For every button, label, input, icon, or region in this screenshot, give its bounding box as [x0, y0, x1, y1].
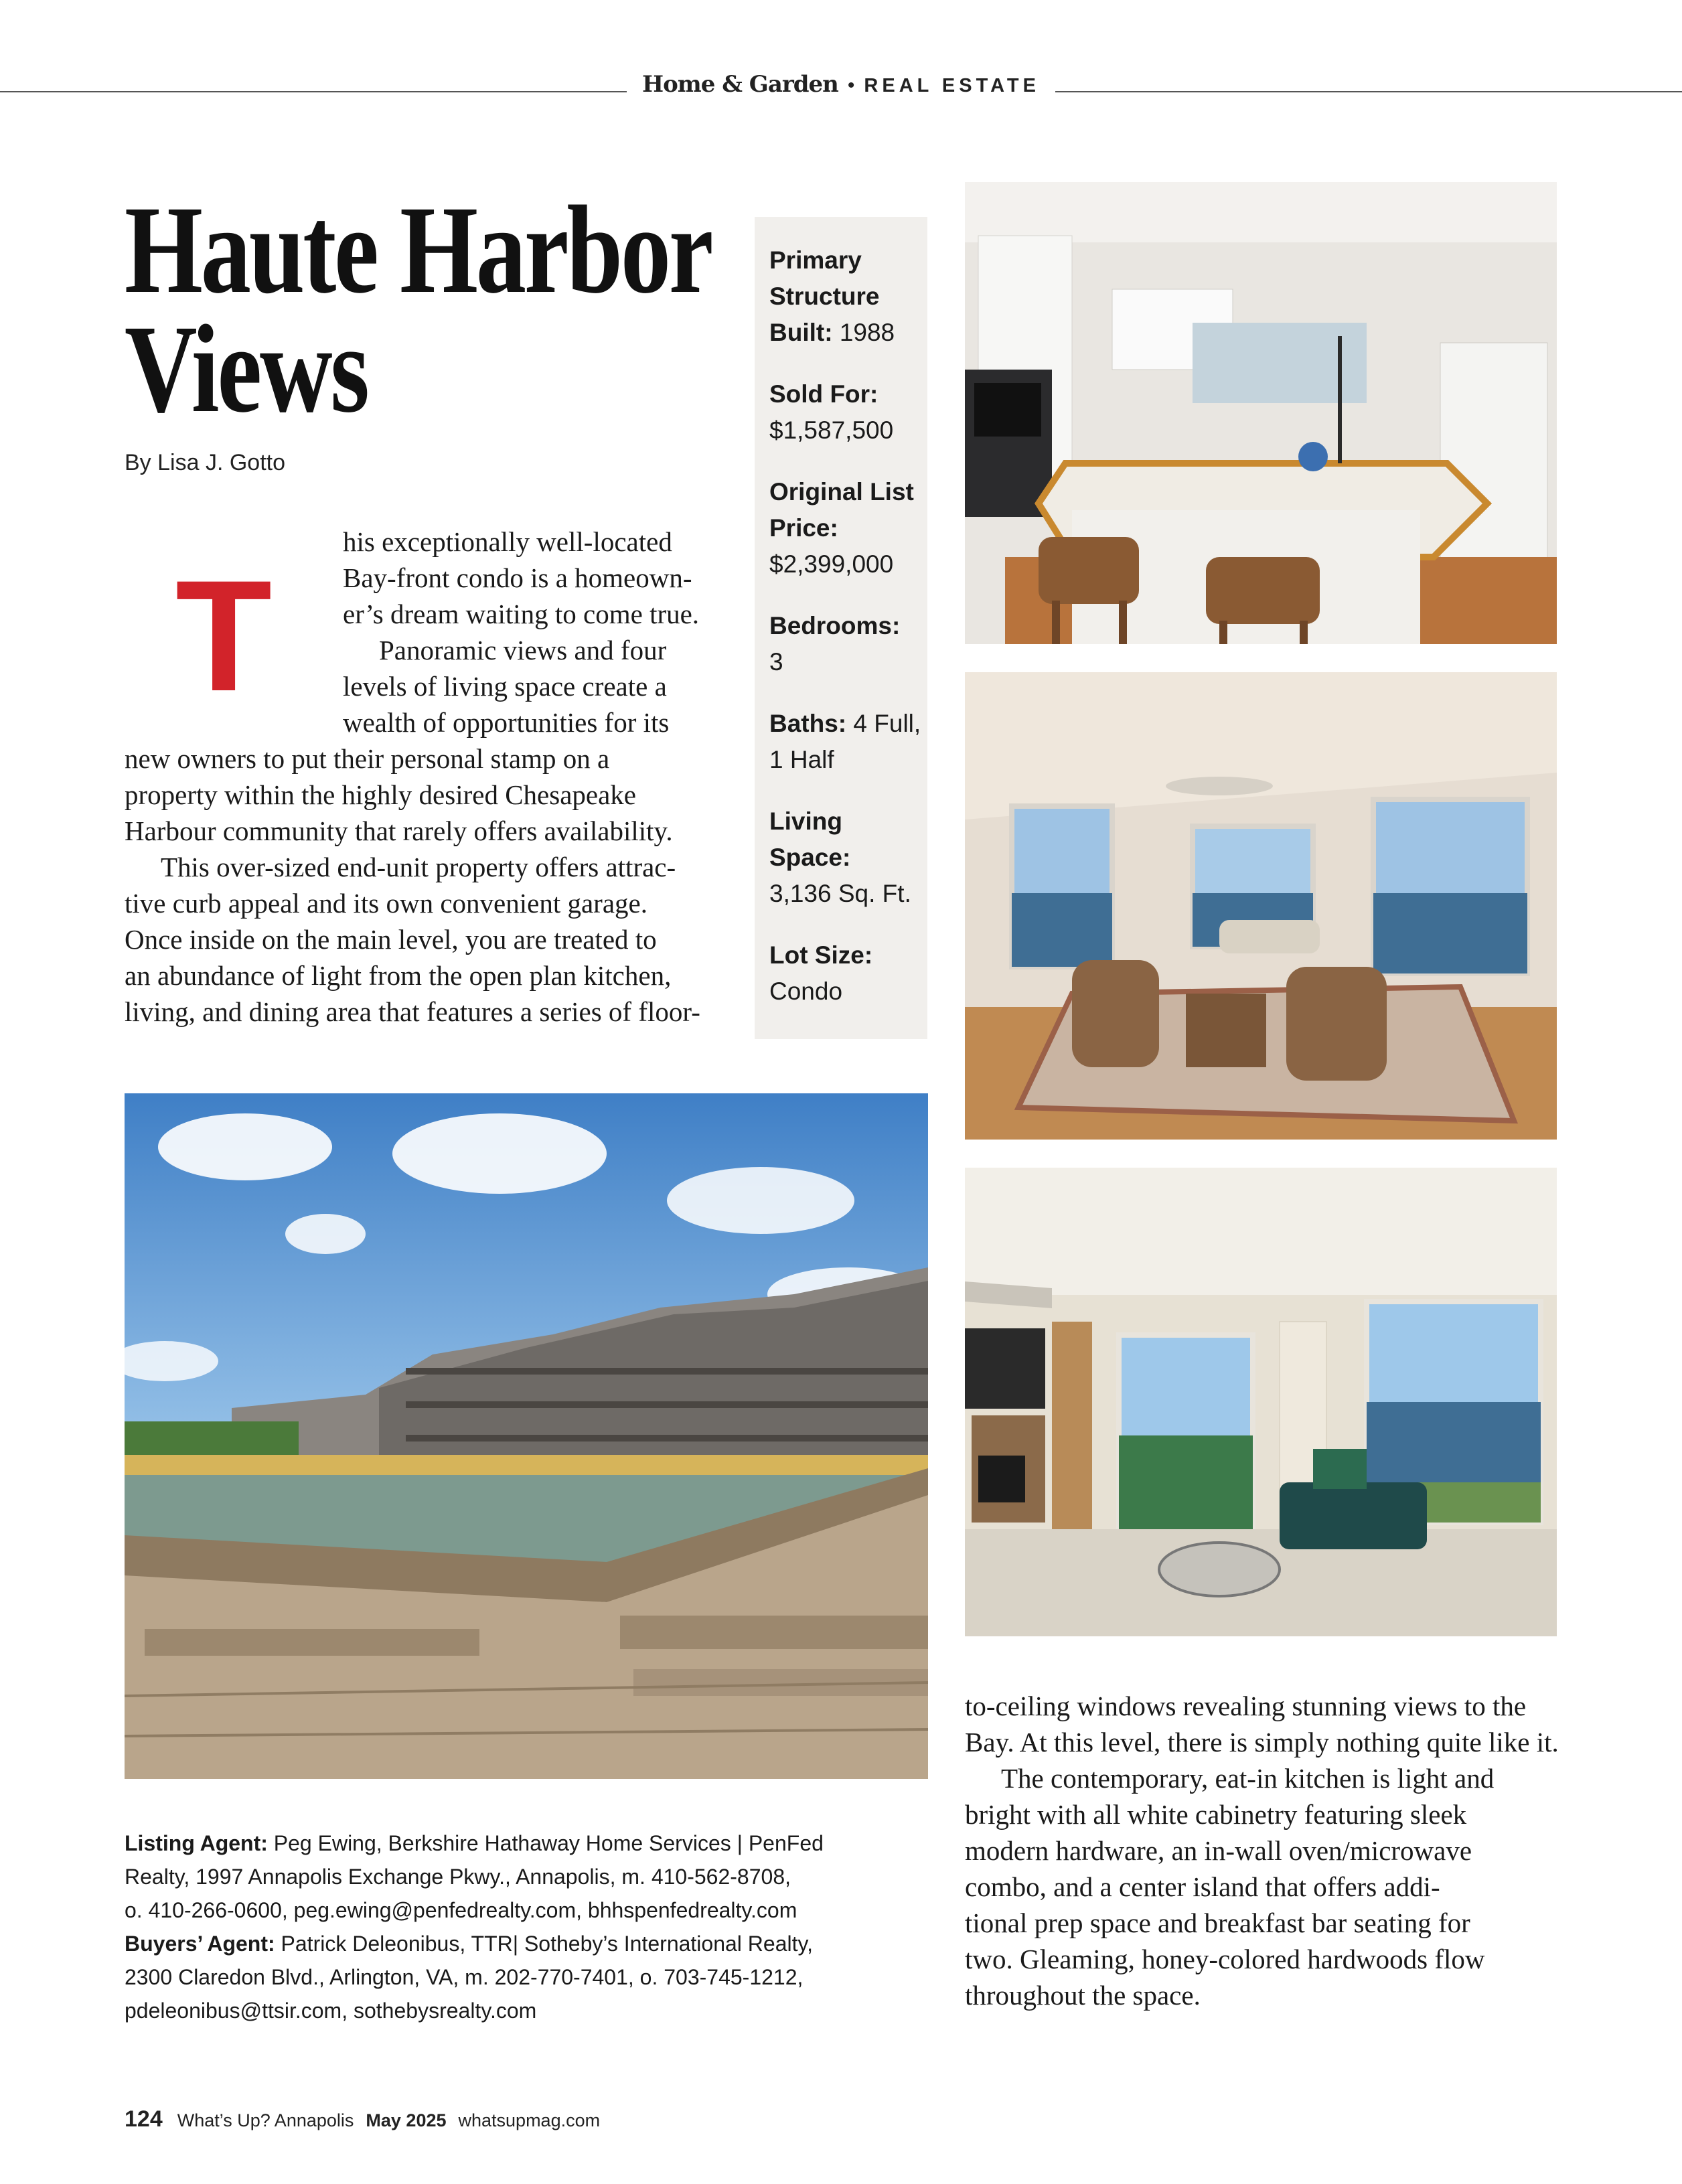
- body-line: wealth of opportunities for its: [343, 707, 670, 738]
- fact-label: Living Space:: [769, 807, 851, 871]
- living-room-photo: [965, 672, 1557, 1140]
- body-line: tive curb appeal and its own convenient garage.: [125, 888, 647, 919]
- byline: By Lisa J. Gotto: [125, 450, 285, 475]
- fact-value: $1,587,500: [769, 416, 894, 444]
- fact-built: [769, 242, 927, 351]
- fact-label: Baths:: [769, 710, 847, 737]
- body-line: throughout the space.: [965, 1980, 1201, 2011]
- listing-agent-text: Peg Ewing, Berkshire Hathaway Home Services | PenFed: [273, 1831, 824, 1855]
- family-room-photo: [965, 1168, 1557, 1636]
- body-line: er’s dream waiting to come true.: [343, 599, 700, 629]
- fact-value: 3,136 Sq. Ft.: [769, 880, 911, 907]
- fact-sold-for: [769, 376, 927, 449]
- body-column-2: [965, 1688, 1561, 2013]
- body-line: living, and dining area that features a series of floor-: [125, 996, 700, 1027]
- body-line: property within the highly desired Chesapeake: [125, 779, 636, 810]
- body-line: his exceptionally well-located: [343, 526, 672, 557]
- page-header: [0, 71, 1682, 98]
- publication-name: What’s Up? Annapolis: [177, 2110, 354, 2130]
- fact-label: Sold For:: [769, 380, 878, 408]
- body-line: modern hardware, an in-wall oven/microwave: [965, 1835, 1472, 1866]
- title-line-1: Haute Harbor: [125, 179, 712, 319]
- listing-agent-line: Realty, 1997 Annapolis Exchange Pkwy., Annapolis, m. 410-562-8708,: [125, 1865, 791, 1889]
- fact-value: 3: [769, 648, 783, 676]
- body-line: bright with all white cabinetry featuring sleek: [965, 1799, 1467, 1830]
- buyers-agent-line: 2300 Claredon Blvd., Arlington, VA, m. 202-770-7401, o. 703-745-1212,: [125, 1965, 804, 1989]
- fact-lot-size: [769, 937, 927, 1010]
- fact-value: Condo: [769, 978, 843, 1005]
- website: whatsupmag.com: [458, 2110, 601, 2130]
- header-brand: Home & Garden: [642, 71, 838, 98]
- fact-label: Primary Structure Built:: [769, 246, 880, 346]
- body-line: Panoramic views and four: [379, 635, 667, 666]
- body-line: Once inside on the main level, you are treated to: [125, 924, 657, 955]
- fact-value: 1988: [839, 319, 895, 346]
- title-line-2: Views: [125, 299, 368, 439]
- body-line: The contemporary, eat-in kitchen is light and: [1001, 1763, 1495, 1794]
- buyers-agent-text: Patrick Deleonibus, TTR| Sotheby’s International Realty,: [281, 1932, 814, 1956]
- body-line: This over-sized end-unit property offers attrac-: [161, 852, 676, 882]
- drop-cap: T: [175, 548, 273, 724]
- issue-date: May 2025: [366, 2110, 447, 2130]
- property-facts-sidebar: [755, 217, 927, 1039]
- body-line: Bay. At this level, there is simply nothing quite like it.: [965, 1727, 1559, 1758]
- fact-baths: [769, 706, 927, 778]
- listing-agent-line: [125, 1826, 928, 1860]
- fact-bedrooms: [769, 608, 927, 680]
- body-line: Bay-front condo is a homeown-: [343, 562, 692, 593]
- body-line: an abundance of light from the open plan kitchen,: [125, 960, 672, 991]
- header-section: REAL ESTATE: [864, 75, 1040, 96]
- body-line: Harbour community that rarely offers availability.: [125, 815, 673, 846]
- fact-living-space: [769, 803, 927, 912]
- body-line: tional prep space and breakfast bar seating for: [965, 1907, 1470, 1938]
- fact-label: Lot Size:: [769, 941, 873, 969]
- buyers-agent-label: Buyers’ Agent:: [125, 1932, 275, 1956]
- kitchen-photo: [965, 182, 1557, 644]
- body-line: two. Gleaming, honey-colored hardwoods flow: [965, 1944, 1485, 1974]
- body-line: new owners to put their personal stamp on a: [125, 743, 610, 774]
- agent-info: [125, 1826, 928, 2027]
- body-line: combo, and a center island that offers addi-: [965, 1871, 1440, 1902]
- body-line: to-ceiling windows revealing stunning views to the: [965, 1691, 1527, 1721]
- body-line: levels of living space create a: [343, 671, 667, 702]
- listing-agent-line: o. 410-266-0600, peg.ewing@penfedrealty.com, bhhspenfedrealty.com: [125, 1898, 797, 1922]
- listing-agent-label: Listing Agent:: [125, 1831, 268, 1855]
- buyers-agent-line: pdeleonibus@ttsir.com, sothebysrealty.com: [125, 1999, 537, 2023]
- fact-value: $2,399,000: [769, 550, 894, 578]
- exterior-boardwalk-photo: [125, 1093, 928, 1779]
- page-number: 124: [125, 2106, 163, 2132]
- fact-label: Bedrooms:: [769, 612, 901, 639]
- buyers-agent-line: [125, 1927, 928, 1960]
- header-separator: •: [847, 74, 855, 96]
- article-title: [125, 179, 712, 439]
- fact-value: 4 Full, 1 Half: [769, 710, 921, 773]
- body-column-1: [125, 524, 724, 1030]
- fact-list-price: [769, 474, 927, 582]
- fact-label: Original List Price:: [769, 478, 914, 542]
- page-footer: [125, 2106, 600, 2132]
